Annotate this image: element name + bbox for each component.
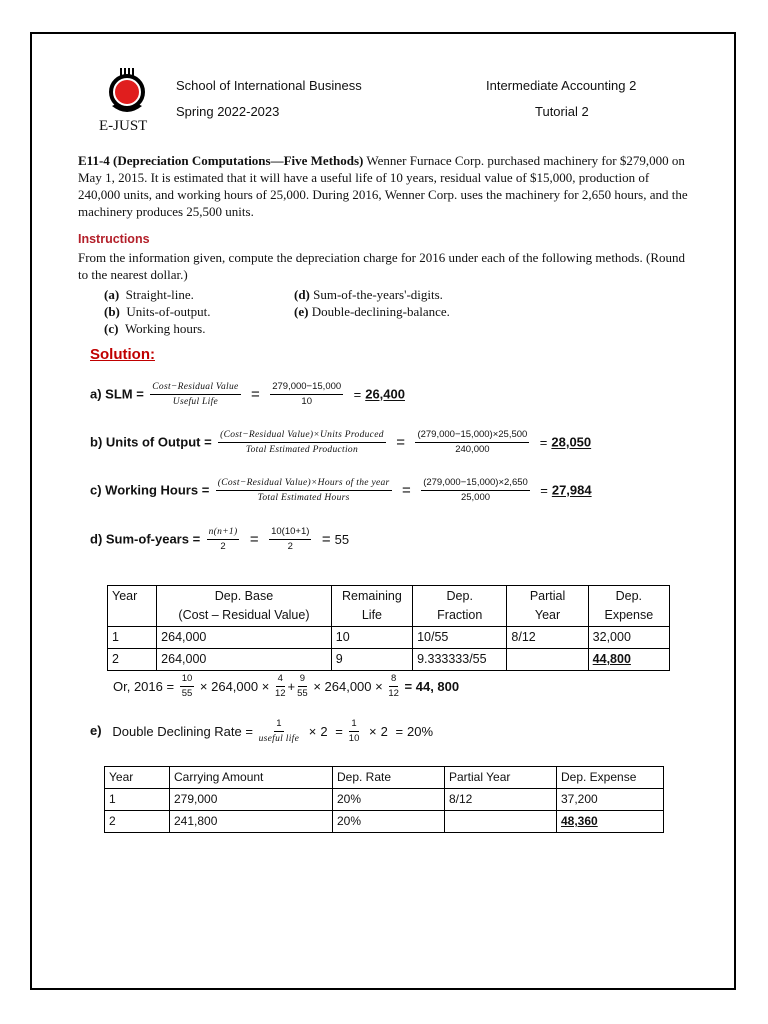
table-row: 1 264,000 10 10/55 8/12 32,000 (108, 627, 670, 649)
method-b: (b) Units-of-output. (104, 304, 211, 319)
syd-header-row: Year Dep. Base (Cost – Residual Value) Remaining Life Dep. Fraction Partial Year Dep. Expense (108, 586, 670, 627)
problem-body: Wenner Furnace Corp. purchased machinery for $279,000 on May 1, 2015. It is estimated that it will have a useful life of 10 years, residual value of $15,000, production of 240,000 units, and working hours of 25,000. During 2016, Wenner Corp. uses the machinery for 2,650 hours, and the machinery produces 25,500 units. (78, 153, 688, 219)
result-d: 55 (334, 532, 350, 547)
problem-statement (78, 152, 690, 220)
ejust-logo (96, 66, 158, 118)
method-d: (d) Sum-of-the-years'-digits. (294, 287, 443, 302)
ddb-header-row: Year Carrying Amount Dep. Rate Partial Year Dep. Expense (105, 767, 664, 789)
method-e: (e) Double-declining-balance. (294, 304, 450, 319)
logo-icon (96, 66, 158, 118)
logo-text: E-JUST (99, 118, 148, 134)
tutorial-number: Tutorial 2 (535, 104, 589, 119)
method-c: (c) Working hours. (104, 321, 206, 336)
solution-heading: Solution: (90, 346, 155, 363)
solution-b: b) Units of Output = (Cost−Residual Value)×Units Produced Total Estimated Production = $\frac{(279,000-15,000)\times 25,500}{240,000}$ = 28,050 (90, 429, 592, 455)
school-name: School of International Business (176, 78, 362, 93)
solution-e: e) Double Declining Rate = 1 useful life × 2 = $\frac{1}{10}$ × 2 = 20% (90, 718, 434, 744)
syd-table (107, 585, 670, 671)
result-e: 20% (407, 724, 434, 739)
course-name: Intermediate Accounting 2 (486, 78, 637, 93)
ddb-table (104, 766, 664, 833)
term: Spring 2022-2023 (176, 104, 280, 119)
result-b: 28,050 (551, 434, 592, 450)
solution-c: c) Working Hours = (Cost−Residual Value)×Hours of the year Total Estimated Hours = $\frac{(279,000-15,000)\times 2,650}{25,000}$ = 27,984 (90, 477, 592, 503)
instructions-heading: Instructions (78, 232, 150, 246)
table-row: 2 264,000 9 9.333333/55 44,800 (108, 649, 670, 671)
solution-a: a) SLM = Cost−Residual Value Useful Life = $\frac{279,000-15,000}{10}$ = 26,400 (90, 381, 405, 407)
table-row: 2 241,800 20% 48,360 (105, 811, 664, 833)
solution-d: d) Sum-of-years = $\frac{n(n+1)}{2}$ = $\frac{10(10+1)}{2}$ = 55 (90, 526, 350, 552)
method-a: (a) Straight-line. (104, 287, 194, 302)
result-a: 26,400 (365, 386, 405, 402)
instructions-text: From the information given, compute the depreciation charge for 2016 under each of the following methods. (Round to the nearest dollar.) (78, 250, 685, 282)
syd-alternative: Or, 2016 = $\frac{10}{55}$ × 264,000 × $\frac{4}{12}$ + $\frac{9}{55}$ × 264,000 × $\frac{8}{12}$ = 44, 800 (113, 673, 460, 699)
problem-title: E11-4 (Depreciation Computations—Five Methods) (78, 153, 364, 168)
table-row: 1 279,000 20% 8/12 37,200 (105, 789, 664, 811)
result-c: 27,984 (551, 482, 592, 498)
